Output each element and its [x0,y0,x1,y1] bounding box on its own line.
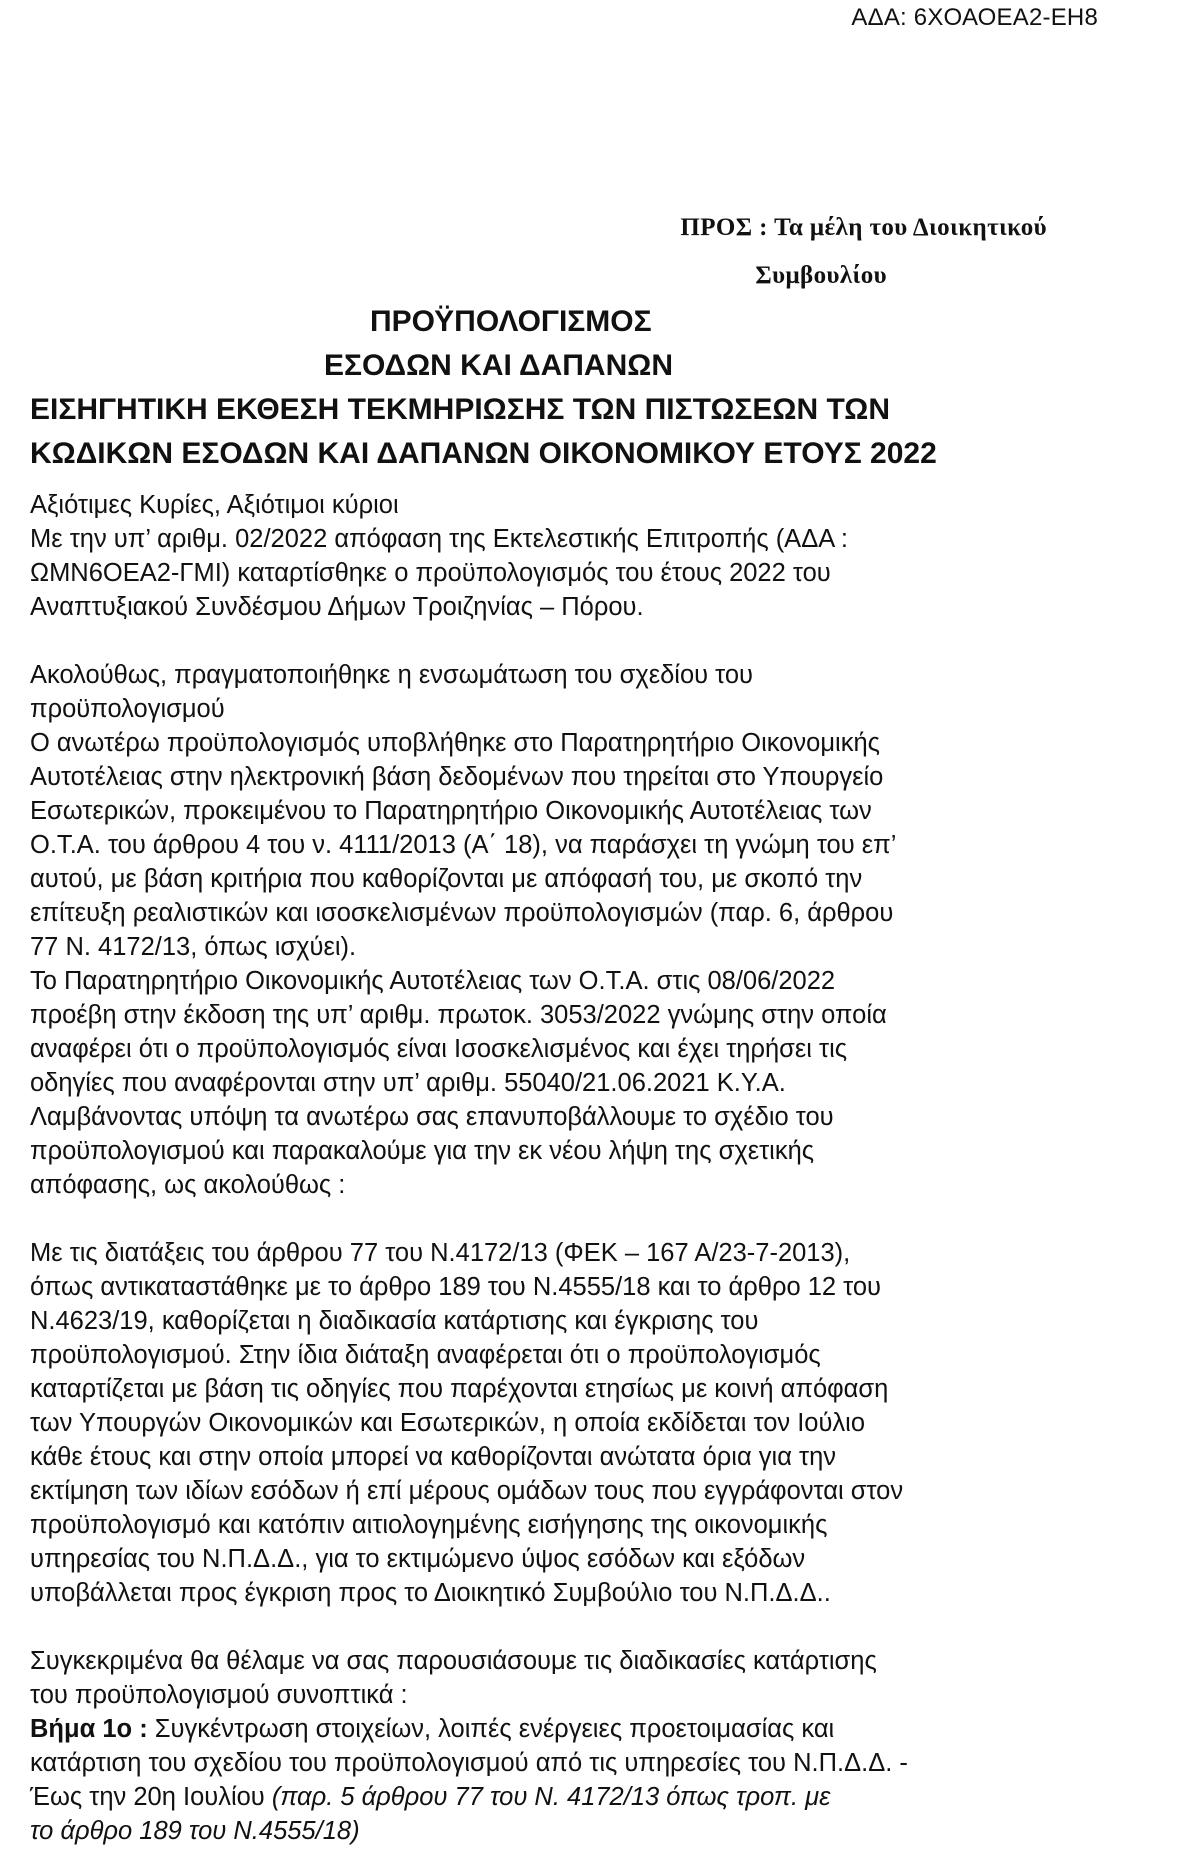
body-line: Εσωτερικών, προκειμένου το Παρατηρητήριο Οικονομικής Αυτοτέλειας των [30,797,872,825]
body-line: επίτευξη ρεαλιστικών και ισοσκελισμένων προϋπολογισμών (παρ. 6, άρθρου [30,899,894,927]
body-line: ΩΜΝ6ΟΕΑ2-ΓΜΙ) καταρτίσθηκε ο προϋπολογισμός του έτους 2022 του [30,559,831,587]
step-line: κατάρτιση του σχεδίου του προϋπολογισμού από τις υπηρεσίες του Ν.Π.Δ.Δ. - [30,1749,908,1777]
body-line: κάθε έτους και στην οποία μπορεί να καθορίζονται ανώτατα όρια για την [30,1443,837,1471]
body-line: Ο ανωτέρω προϋπολογισμός υποβλήθηκε στο Παρατηρητήριο Οικονομικής [30,729,880,757]
body-line: αυτού, με βάση κριτήρια που καθορίζονται με απόφασή του, με σκοπό την [30,865,863,893]
body-line: απόφασης, ως ακολούθως : [30,1171,346,1199]
body-line: προϋπολογισμού [30,695,225,723]
ada-code: ΑΔΑ: 6ΧΟΑΟΕΑ2-ΕΗ8 [851,4,1098,31]
body-line: εκτίμηση των ιδίων εσόδων ή επί μέρους ομάδων τους που εγγράφονται στον [30,1477,904,1505]
paragraph-gap [30,624,1100,658]
step-text: Συγκέντρωση στοιχείων, λοιπές ενέργειες προετοιμασίας και [147,1715,835,1743]
body-line: Αυτοτέλειας στην ηλεκτρονική βάση δεδομένων που τηρείται στο Υπουργείο [30,763,884,791]
body-line: Με την υπ’ αριθμ. 02/2022 απόφαση της Εκτελεστικής Επιτροπής (ΑΔΑ : [30,525,848,553]
body-line: του προϋπολογισμού συνοπτικά : [30,1681,408,1709]
body-line: 77 Ν. 4172/13, όπως ισχύει). [30,933,357,961]
body-line: Ακολούθως, πραγματοποιήθηκε η ενσωμάτωση του σχεδίου του [30,661,753,689]
body-line: Ο.Τ.Α. του άρθρου 4 του ν. 4111/2013 (Α΄ 18), να παράσχει τη γνώμη του επ’ [30,831,897,859]
body-line: Συγκεκριμένα θα θέλαμε να σας παρουσιάσουμε τις διαδικασίες κατάρτισης [30,1647,877,1675]
step-line [30,1780,1100,1814]
body-line: υποβάλλεται προς έγκριση προς το Διοικητικό Συμβούλιο του Ν.Π.Δ.Δ.. [30,1579,831,1607]
body-line: Ν.4623/19, καθορίζεται η διαδικασία κατάρτισης και έγκρισης του [30,1307,759,1335]
recipient-line: Συμβουλίου [755,262,887,289]
paragraph-gap [30,1610,1100,1644]
step-label: Βήμα 1ο : [30,1715,148,1743]
document-body [30,488,1100,1848]
recipient-line: ΠΡΟΣ : Τα μέλη του Διοικητικού [680,214,1047,241]
title-line: ΚΩΔΙΚΩΝ ΕΣΟΔΩΝ ΚΑΙ ΔΑΠΑΝΩΝ ΟΙΚΟΝΟΜΙΚΟΥ ΕΤΟΥΣ 2022 [30,437,937,470]
recipient-block [577,204,1047,300]
body-line: των Υπουργών Οικονομικών και Εσωτερικών, η οποία εκδίδεται τον Ιούλιο [30,1409,866,1437]
body-line: υπηρεσίας του Ν.Π.Δ.Δ., για το εκτιμώμενο ύψος εσόδων και εξόδων [30,1545,806,1573]
body-line: προϋπολογισμού και παρακαλούμε για την εκ νέου λήψη της σχετικής [30,1137,815,1165]
step-reference: το άρθρο 189 του Ν.4555/18) [30,1817,360,1845]
title-line: ΕΣΟΔΩΝ ΚΑΙ ΔΑΠΑΝΩΝ [324,349,673,382]
paragraph-gap [30,1202,1100,1236]
body-line: οδηγίες που αναφέρονται στην υπ’ αριθμ. 55040/21.06.2021 Κ.Υ.Α. [30,1069,786,1097]
body-line: Το Παρατηρητήριο Οικονομικής Αυτοτέλειας των Ο.Τ.Α. στις 08/06/2022 [30,967,836,995]
body-line: προέβη στην έκδοση της υπ’ αριθμ. πρωτοκ. 3053/2022 γνώμης στην οποία [30,1001,887,1029]
title-line: ΕΙΣΗΓΗΤΙΚΗ ΕΚΘΕΣΗ ΤΕΚΜΗΡΙΩΣΗΣ ΤΩΝ ΠΙΣΤΩΣΕΩΝ ΤΩΝ [30,393,890,426]
body-line: Αξιότιμες Κυρίες, Αξιότιμοι κύριοι [30,491,399,519]
body-line: όπως αντικαταστάθηκε με το άρθρο 189 του Ν.4555/18 και το άρθρο 12 του [30,1273,882,1301]
step-line [30,1712,1100,1746]
step-reference: (παρ. 5 άρθρου 77 του Ν. 4172/13 όπως τροπ. με [271,1783,831,1811]
body-line: Λαμβάνοντας υπόψη τα ανωτέρω σας επανυποβάλλουμε το σχέδιο του [30,1103,834,1131]
body-line: προϋπολογισμού. Στην ίδια διάταξη αναφέρεται ότι ο προϋπολογισμός [30,1341,821,1369]
body-line: αναφέρει ότι ο προϋπολογισμός είναι Ισοσκελισμένος και έχει τηρήσει τις [30,1035,848,1063]
step-deadline: Έως την 20η Ιουλίου [30,1783,272,1811]
document-title [0,300,1200,476]
body-line: Αναπτυξιακού Συνδέσμου Δήμων Τροιζηνίας – Πόρου. [30,593,644,621]
body-line: καταρτίζεται με βάση τις οδηγίες που παρέχονται ετησίως με κοινή απόφαση [30,1375,889,1403]
title-line: ΠΡΟΫΠΟΛΟΓΙΣΜΟΣ [370,305,652,338]
body-line: Με τις διατάξεις του άρθρου 77 του Ν.4172/13 (ΦΕΚ – 167 Α/23-7-2013), [30,1239,851,1267]
body-line: προϋπολογισμό και κατόπιν αιτιολογημένης εισήγησης της οικονομικής [30,1511,828,1539]
